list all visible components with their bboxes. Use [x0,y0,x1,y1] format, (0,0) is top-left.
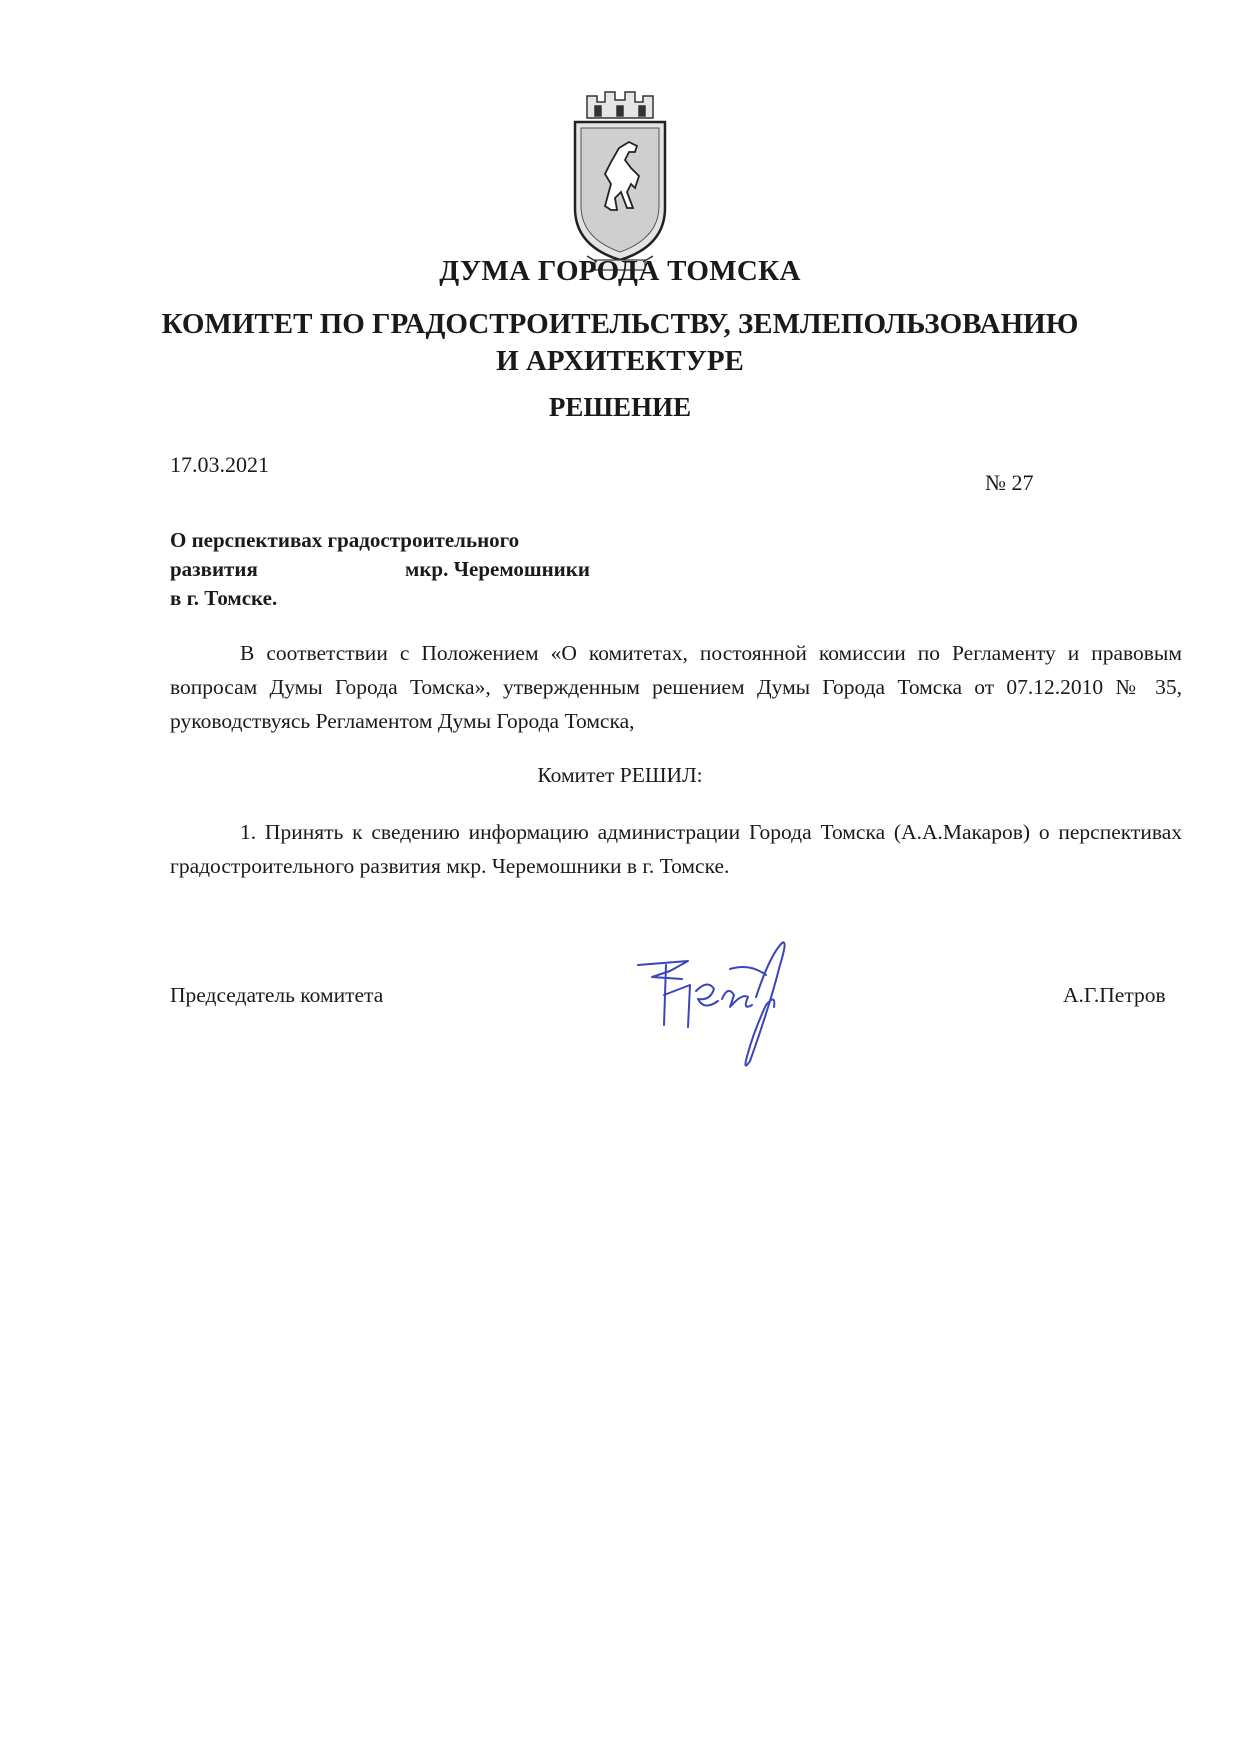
subject-line2-right: мкр. Черемошники [405,557,590,581]
document-number: № 27 [985,470,1034,495]
preamble-text: В соответствии с Положением «О комитетах, постоянной комиссии по Регламенту и правовым вопросам Думы Города Томска», утвержденным решением Думы Города Томска от 07.12.2010 № 35, руководствуясь Регламентом Думы Города Томска, [170,641,1182,733]
decision-item-1: 1. Принять к сведению информацию администрации Города Томска (А.А.Макаров) о перспективах градостроительного развития мкр. Черемошники в г. Томске. [170,820,1182,878]
resolved-heading: Комитет РЕШИЛ: [537,763,703,787]
signature-icon [630,935,830,1075]
committee-name [0,306,1240,380]
coat-of-arms-icon [565,88,675,278]
committee-name-line1: КОМИТЕТ ПО ГРАДОСТРОИТЕЛЬСТВУ, ЗЕМЛЕПОЛЬЗОВАНИЮ [161,308,1079,340]
organization-title: ДУМА ГОРОДА ТОМСКА [439,255,801,287]
subject-line1: О перспективах градостроительного [170,528,520,552]
preamble-paragraph [170,636,1182,738]
document-subject [170,526,590,613]
subject-line2 [170,555,590,584]
document-date: 17.03.2021 [170,452,269,477]
signer-position: Председатель комитета [170,983,384,1007]
committee-name-line2: И АРХИТЕКТУРЕ [496,345,744,377]
subject-line3: в г. Томске. [170,586,278,610]
signer-name: А.Г.Петров [1063,983,1166,1007]
subject-line2-left: развития [170,557,258,581]
document-type: РЕШЕНИЕ [548,392,692,422]
